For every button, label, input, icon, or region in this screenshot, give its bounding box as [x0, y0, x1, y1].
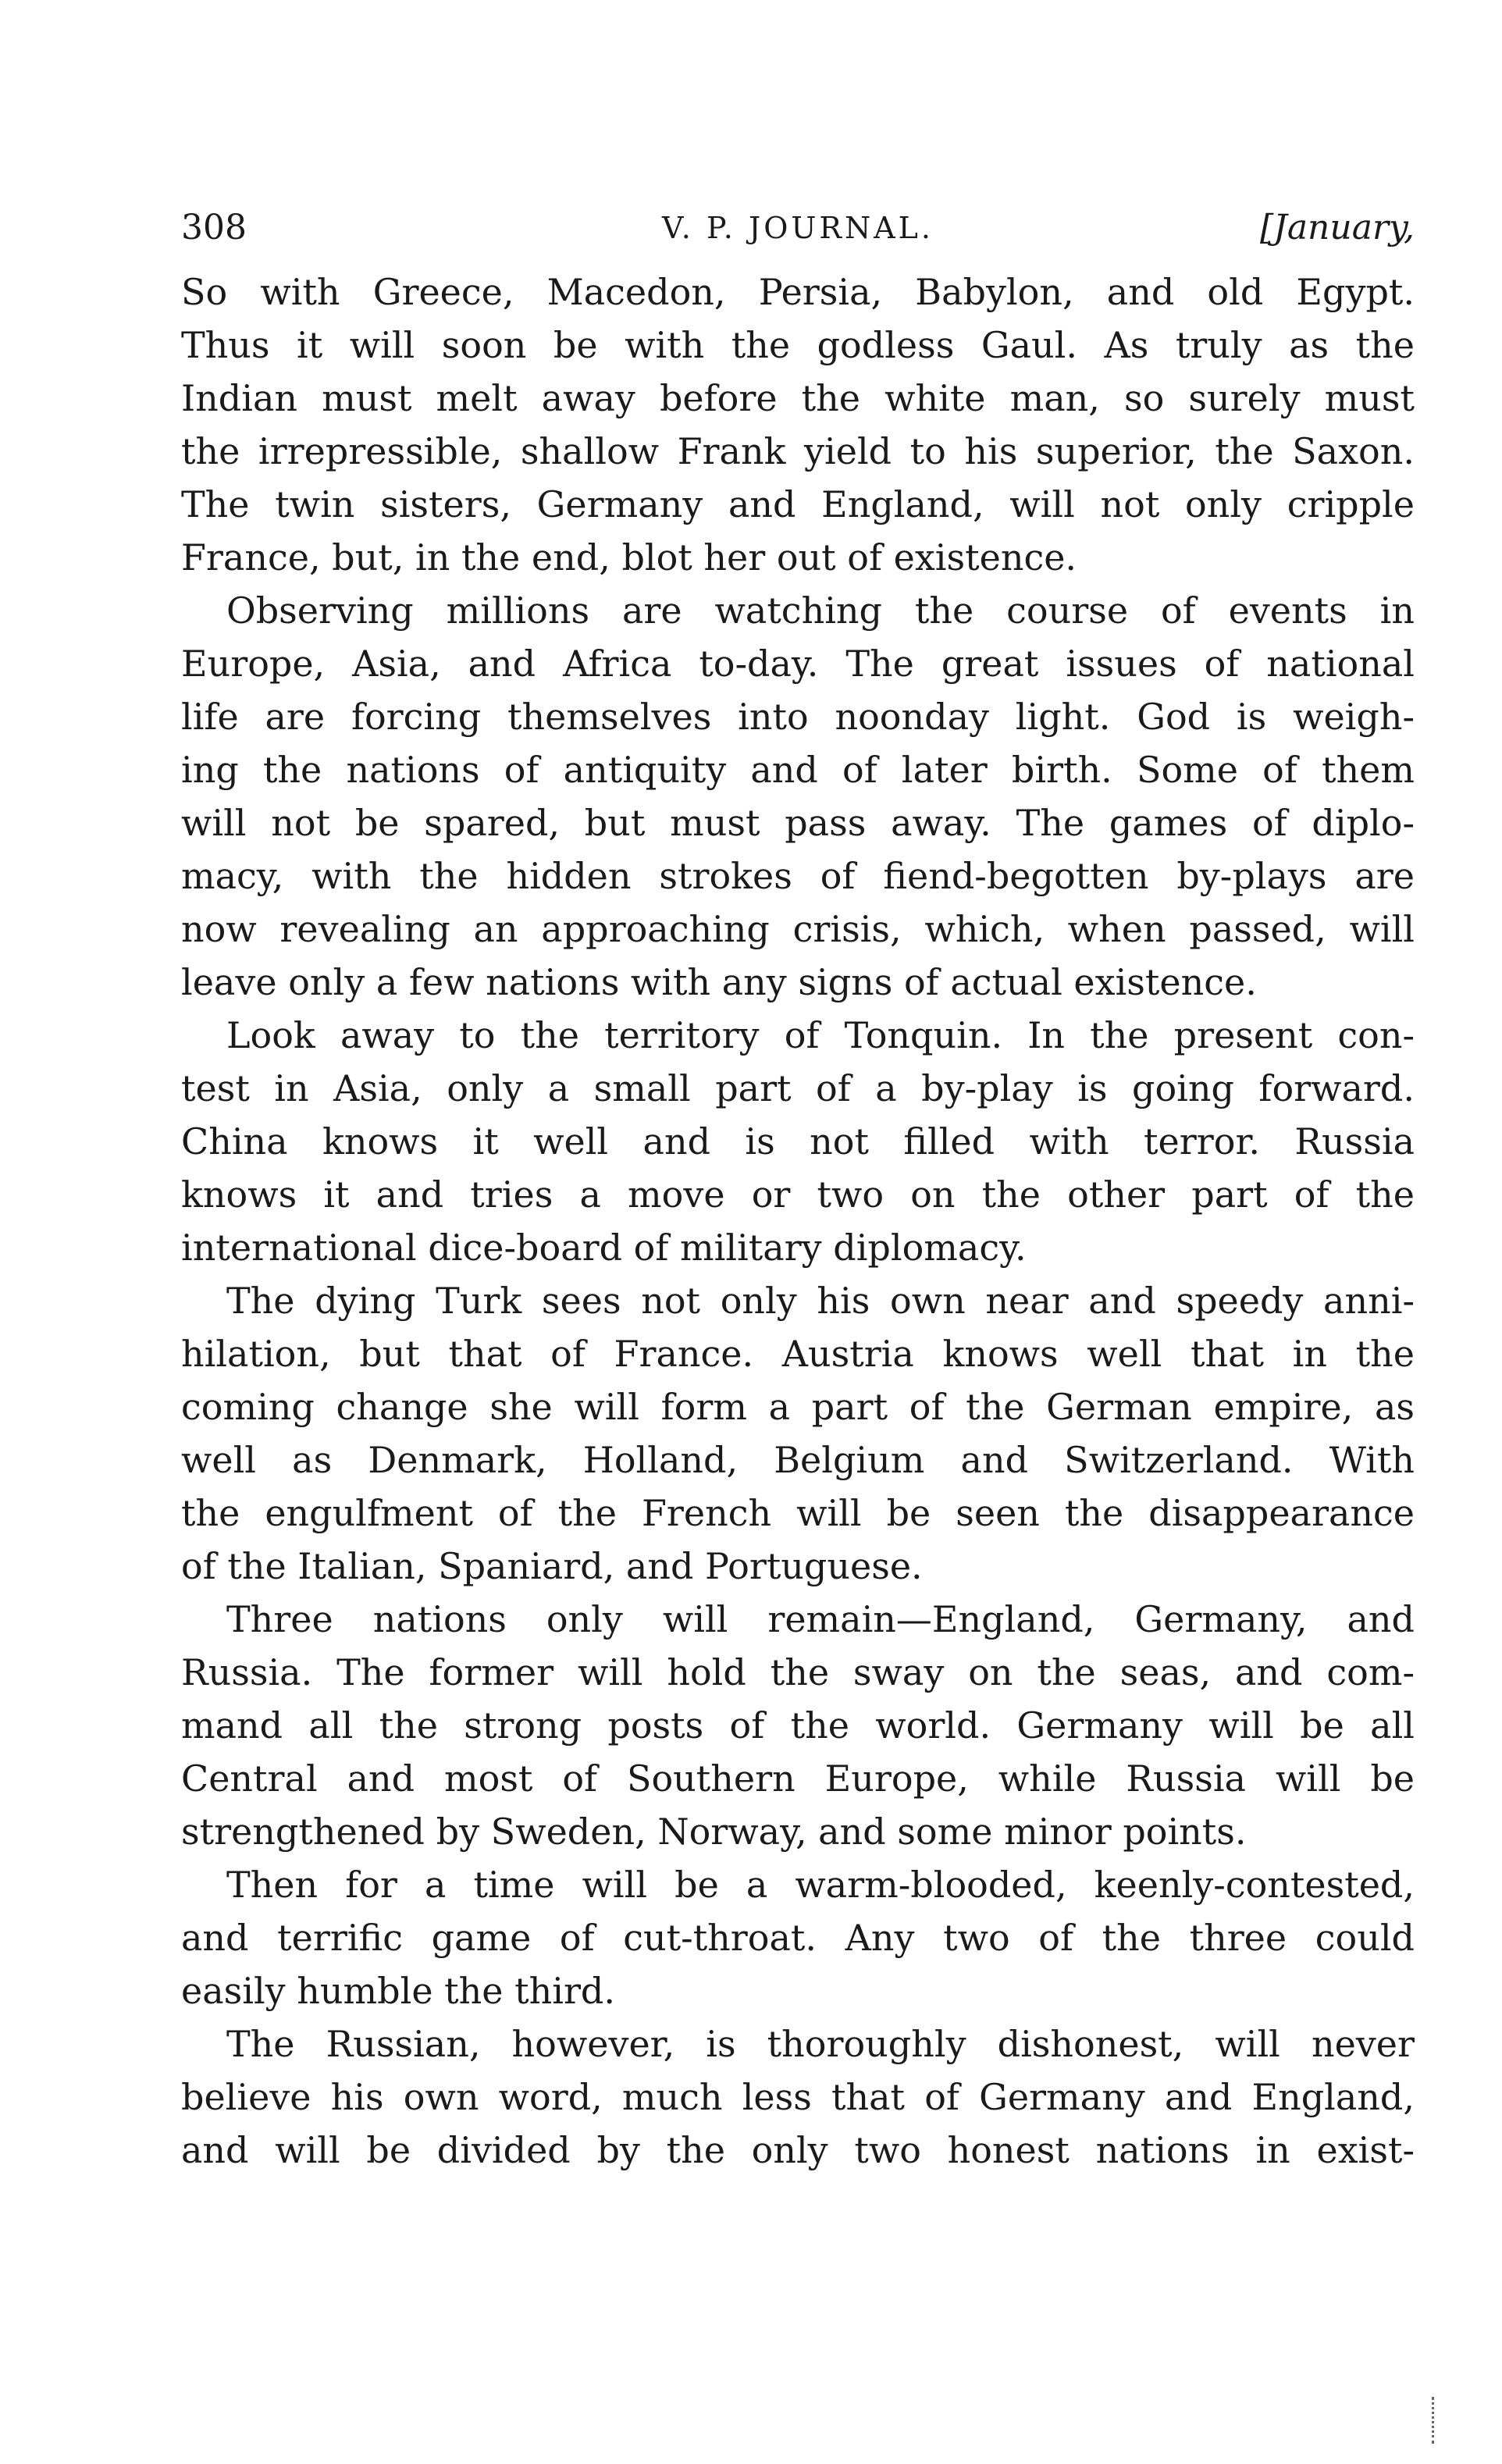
paragraph: [181, 1593, 1415, 1858]
text-line: China knows it well and is not filled with terror. Russia: [181, 1120, 1415, 1163]
text-line: believe his own word, much less that of Germany and England,: [181, 2076, 1415, 2118]
text-line: well as Denmark, Holland, Belgium and Switzerland. With: [181, 1439, 1415, 1481]
text-line: The Russian, however, is thoroughly dishonest, will never: [226, 2023, 1415, 2065]
text-line: The twin sisters, Germany and England, will not only cripple: [181, 483, 1415, 525]
page-number: 308: [181, 208, 247, 247]
text-line: macy, with the hidden strokes of fiend-begotten by-plays are: [181, 855, 1415, 897]
text-line: Indian must melt away before the white man, so surely must: [181, 377, 1415, 419]
text-line: will not be spared, but must pass away. The games of diplo-: [181, 802, 1415, 844]
text-line: Observing millions are watching the course of events in: [226, 589, 1415, 632]
text-line: Central and most of Southern Europe, while Russia will be: [181, 1757, 1415, 1800]
text-line: strengthened by Sweden, Norway, and some minor points.: [181, 1811, 1247, 1853]
text-line: leave only a few nations with any signs of actual existence.: [181, 961, 1257, 1003]
text-line: of the Italian, Spaniard, and Portuguese.: [181, 1545, 923, 1587]
text-line: France, but, in the end, blot her out of existence.: [181, 536, 1077, 579]
text-line: life are forcing themselves into noonday light. God is weigh-: [181, 696, 1415, 738]
paragraph: [181, 265, 1415, 584]
margin-mark: [1432, 2397, 1437, 2444]
body-text: [181, 265, 1415, 2177]
text-line: now revealing an approaching crisis, which, when passed, will: [181, 908, 1415, 950]
text-line: coming change she will form a part of the German empire, as: [181, 1386, 1415, 1428]
text-line: the irrepressible, shallow Frank yield to his superior, the Saxon.: [181, 430, 1415, 472]
paragraph: [181, 1858, 1415, 2017]
text-line: hilation, but that of France. Austria knows well that in the: [181, 1333, 1415, 1375]
text-line: the engulfment of the French will be seen the disappearance: [181, 1492, 1415, 1534]
text-line: So with Greece, Macedon, Persia, Babylon, and old Egypt.: [181, 271, 1415, 313]
journal-title: V. P. JOURNAL.: [661, 211, 934, 245]
text-line: knows it and tries a move or two on the other part of the: [181, 1173, 1415, 1216]
text-line: and terrific game of cut-throat. Any two of the three could: [181, 1917, 1415, 1959]
text-line: easily humble the third.: [181, 1970, 615, 2012]
text-line: ing the nations of antiquity and of later birth. Some of them: [181, 749, 1415, 791]
paragraph: [181, 584, 1415, 1009]
paragraph: [181, 1009, 1415, 1274]
text-line: The dying Turk sees not only his own near and speedy anni-: [226, 1280, 1415, 1322]
text-line: Then for a time will be a warm-blooded, keenly-contested,: [226, 1864, 1415, 1906]
running-head: [181, 205, 1415, 251]
text-line: international dice-board of military diplomacy.: [181, 1227, 1027, 1269]
paragraph: [181, 1274, 1415, 1593]
text-line: Look away to the territory of Tonquin. In the present con-: [226, 1014, 1415, 1056]
text-line: Three nations only will remain—England, Germany, and: [226, 1598, 1415, 1640]
text-line: Russia. The former will hold the sway on the seas, and com-: [181, 1651, 1415, 1693]
text-line: test in Asia, only a small part of a by-play is going forward.: [181, 1067, 1415, 1109]
paragraph: [181, 2017, 1415, 2177]
text-line: mand all the strong posts of the world. Germany will be all: [181, 1704, 1415, 1747]
text-line: Europe, Asia, and Africa to-day. The great issues of national: [181, 643, 1415, 685]
text-line: Thus it will soon be with the godless Gaul. As truly as the: [181, 324, 1415, 366]
running-head-month: [January,: [1260, 208, 1415, 247]
text-line: and will be divided by the only two honest nations in exist-: [181, 2129, 1415, 2171]
